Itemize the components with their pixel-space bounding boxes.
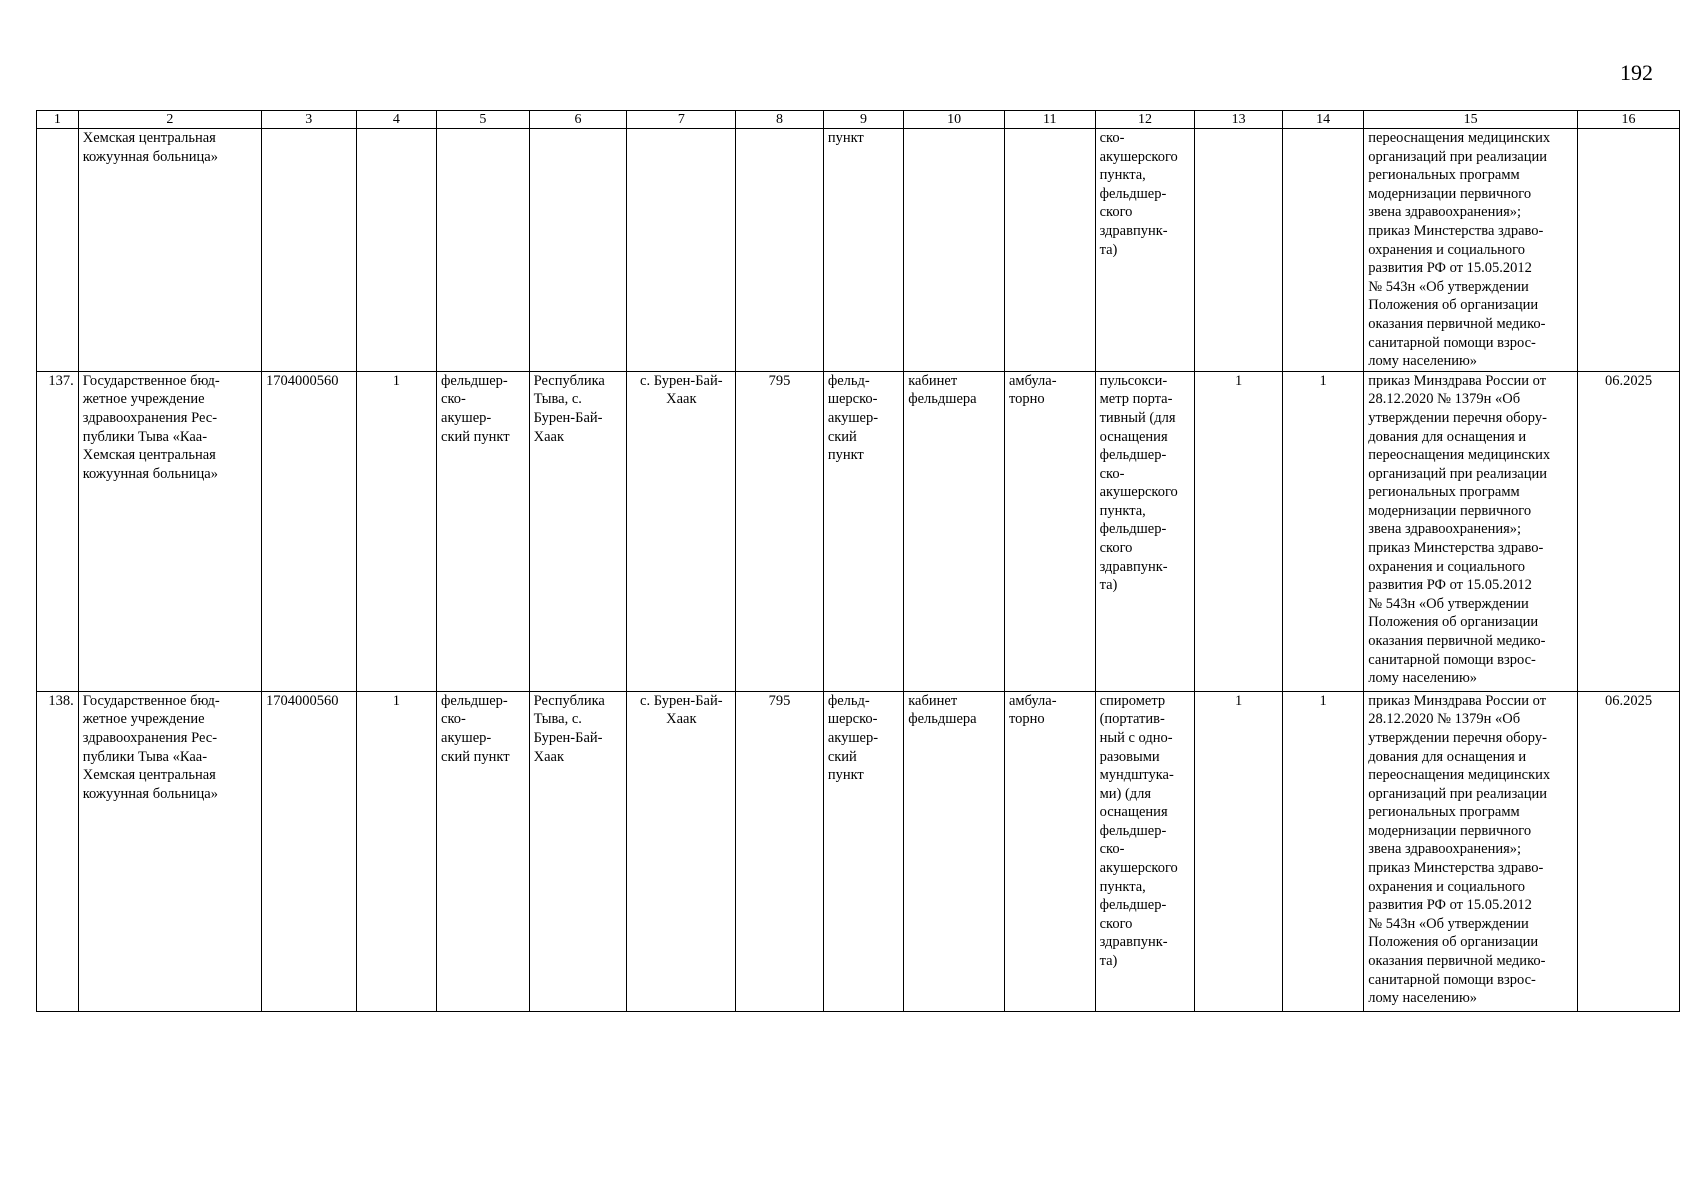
quantity-required: 1	[1195, 371, 1283, 691]
care-form	[1004, 129, 1095, 372]
institution-name: Государственное бюд- жетное учреждение здравоохранения Рес- публики Тыва «Каа- Хемская центральная кожуунная больница»	[78, 691, 261, 1011]
population: 795	[736, 371, 824, 691]
column-number-row	[37, 111, 1680, 129]
quantity-required	[1195, 129, 1283, 372]
legal-basis: переоснащения медицинских организаций при реализации региональных программ модернизации первичного звена здравоохранения»; приказ Минстерства здраво- охранения и социального развития РФ от 15.05.2012 № 543н «Об утверждении Положения об организации оказания первичной медико- санитарной помощи взрос- лому населению»	[1364, 129, 1578, 372]
equipment: спирометр (портатив- ный с одно- разовыми мундштука- ми) (для оснащения фельдшер- ско- акушерского пункта, фельдшер- ского здравпунк- та)	[1095, 691, 1195, 1011]
unit-name: пункт	[823, 129, 903, 372]
table-row-continued	[37, 129, 1680, 372]
settlement: с. Бурен-Бай- Хаак	[627, 691, 736, 1011]
equipment-table	[36, 110, 1680, 1012]
settlement: с. Бурен-Бай- Хаак	[627, 371, 736, 691]
column-number: 10	[904, 111, 1005, 129]
room: кабинет фельдшера	[904, 691, 1005, 1011]
column-number: 1	[37, 111, 79, 129]
column-number: 7	[627, 111, 736, 129]
settlement	[627, 129, 736, 372]
table-row	[37, 371, 1680, 691]
unit-name: фельд- шерско- акушер- ский пункт	[823, 691, 903, 1011]
equipment: пульсокси- метр порта- тивный (для оснащения фельдшер- ско- акушерского пункта, фельдшер- ского здравпунк- та)	[1095, 371, 1195, 691]
legal-basis: приказ Минздрава России от 28.12.2020 № 1379н «Об утверждении перечня обору- дования для оснащения и переоснащения медицинских организаций при реализации региональных программ модернизации первичного звена здравоохранения»; приказ Минстерства здраво- охранения и социального развития РФ от 15.05.2012 № 543н «Об утверждении Положения об организации оказания первичной медико- санитарной помощи взрос- лому населению»	[1364, 371, 1578, 691]
care-form: амбула- торно	[1004, 371, 1095, 691]
address: Республика Тыва, с. Бурен-Бай- Хаак	[529, 371, 627, 691]
unit-type: фельдшер- ско- акушер- ский пункт	[437, 371, 530, 691]
column-number: 14	[1282, 111, 1363, 129]
column-number: 5	[437, 111, 530, 129]
column-number: 6	[529, 111, 627, 129]
unit-name: фельд- шерско- акушер- ский пункт	[823, 371, 903, 691]
unit-type: фельдшер- ско- акушер- ский пункт	[437, 691, 530, 1011]
column-number: 2	[78, 111, 261, 129]
column-number: 8	[736, 111, 824, 129]
count: 1	[356, 691, 436, 1011]
page-number: 192	[1620, 60, 1653, 85]
institution-code: 1704000560	[261, 371, 356, 691]
deadline: 06.2025	[1578, 371, 1680, 691]
column-number: 13	[1195, 111, 1283, 129]
institution-code	[261, 129, 356, 372]
count	[356, 129, 436, 372]
quantity-required: 1	[1195, 691, 1283, 1011]
population: 795	[736, 691, 824, 1011]
column-number: 16	[1578, 111, 1680, 129]
institution-name: Государственное бюд- жетное учреждение здравоохранения Рес- публики Тыва «Каа- Хемская центральная кожуунная больница»	[78, 371, 261, 691]
quantity-planned: 1	[1282, 371, 1363, 691]
deadline	[1578, 129, 1680, 372]
room	[904, 129, 1005, 372]
table-row	[37, 691, 1680, 1011]
legal-basis: приказ Минздрава России от 28.12.2020 № 1379н «Об утверждении перечня обору- дования для оснащения и переоснащения медицинских организаций при реализации региональных программ модернизации первичного звена здравоохранения»; приказ Минстерства здраво- охранения и социального развития РФ от 15.05.2012 № 543н «Об утверждении Положения об организации оказания первичной медико- санитарной помощи взрос- лому населению»	[1364, 691, 1578, 1011]
count: 1	[356, 371, 436, 691]
unit-type	[437, 129, 530, 372]
address: Республика Тыва, с. Бурен-Бай- Хаак	[529, 691, 627, 1011]
institution-code: 1704000560	[261, 691, 356, 1011]
population	[736, 129, 824, 372]
deadline: 06.2025	[1578, 691, 1680, 1011]
institution-name: Хемская центральная кожуунная больница»	[78, 129, 261, 372]
address	[529, 129, 627, 372]
row-number: 137.	[37, 371, 79, 691]
quantity-planned: 1	[1282, 691, 1363, 1011]
column-number: 15	[1364, 111, 1578, 129]
column-number: 3	[261, 111, 356, 129]
equipment: ско- акушерского пункта, фельдшер- ского здравпунк- та)	[1095, 129, 1195, 372]
column-number: 12	[1095, 111, 1195, 129]
column-number: 9	[823, 111, 903, 129]
row-number: 138.	[37, 691, 79, 1011]
column-number: 4	[356, 111, 436, 129]
quantity-planned	[1282, 129, 1363, 372]
room: кабинет фельдшера	[904, 371, 1005, 691]
row-number	[37, 129, 79, 372]
column-number: 11	[1004, 111, 1095, 129]
care-form: амбула- торно	[1004, 691, 1095, 1011]
